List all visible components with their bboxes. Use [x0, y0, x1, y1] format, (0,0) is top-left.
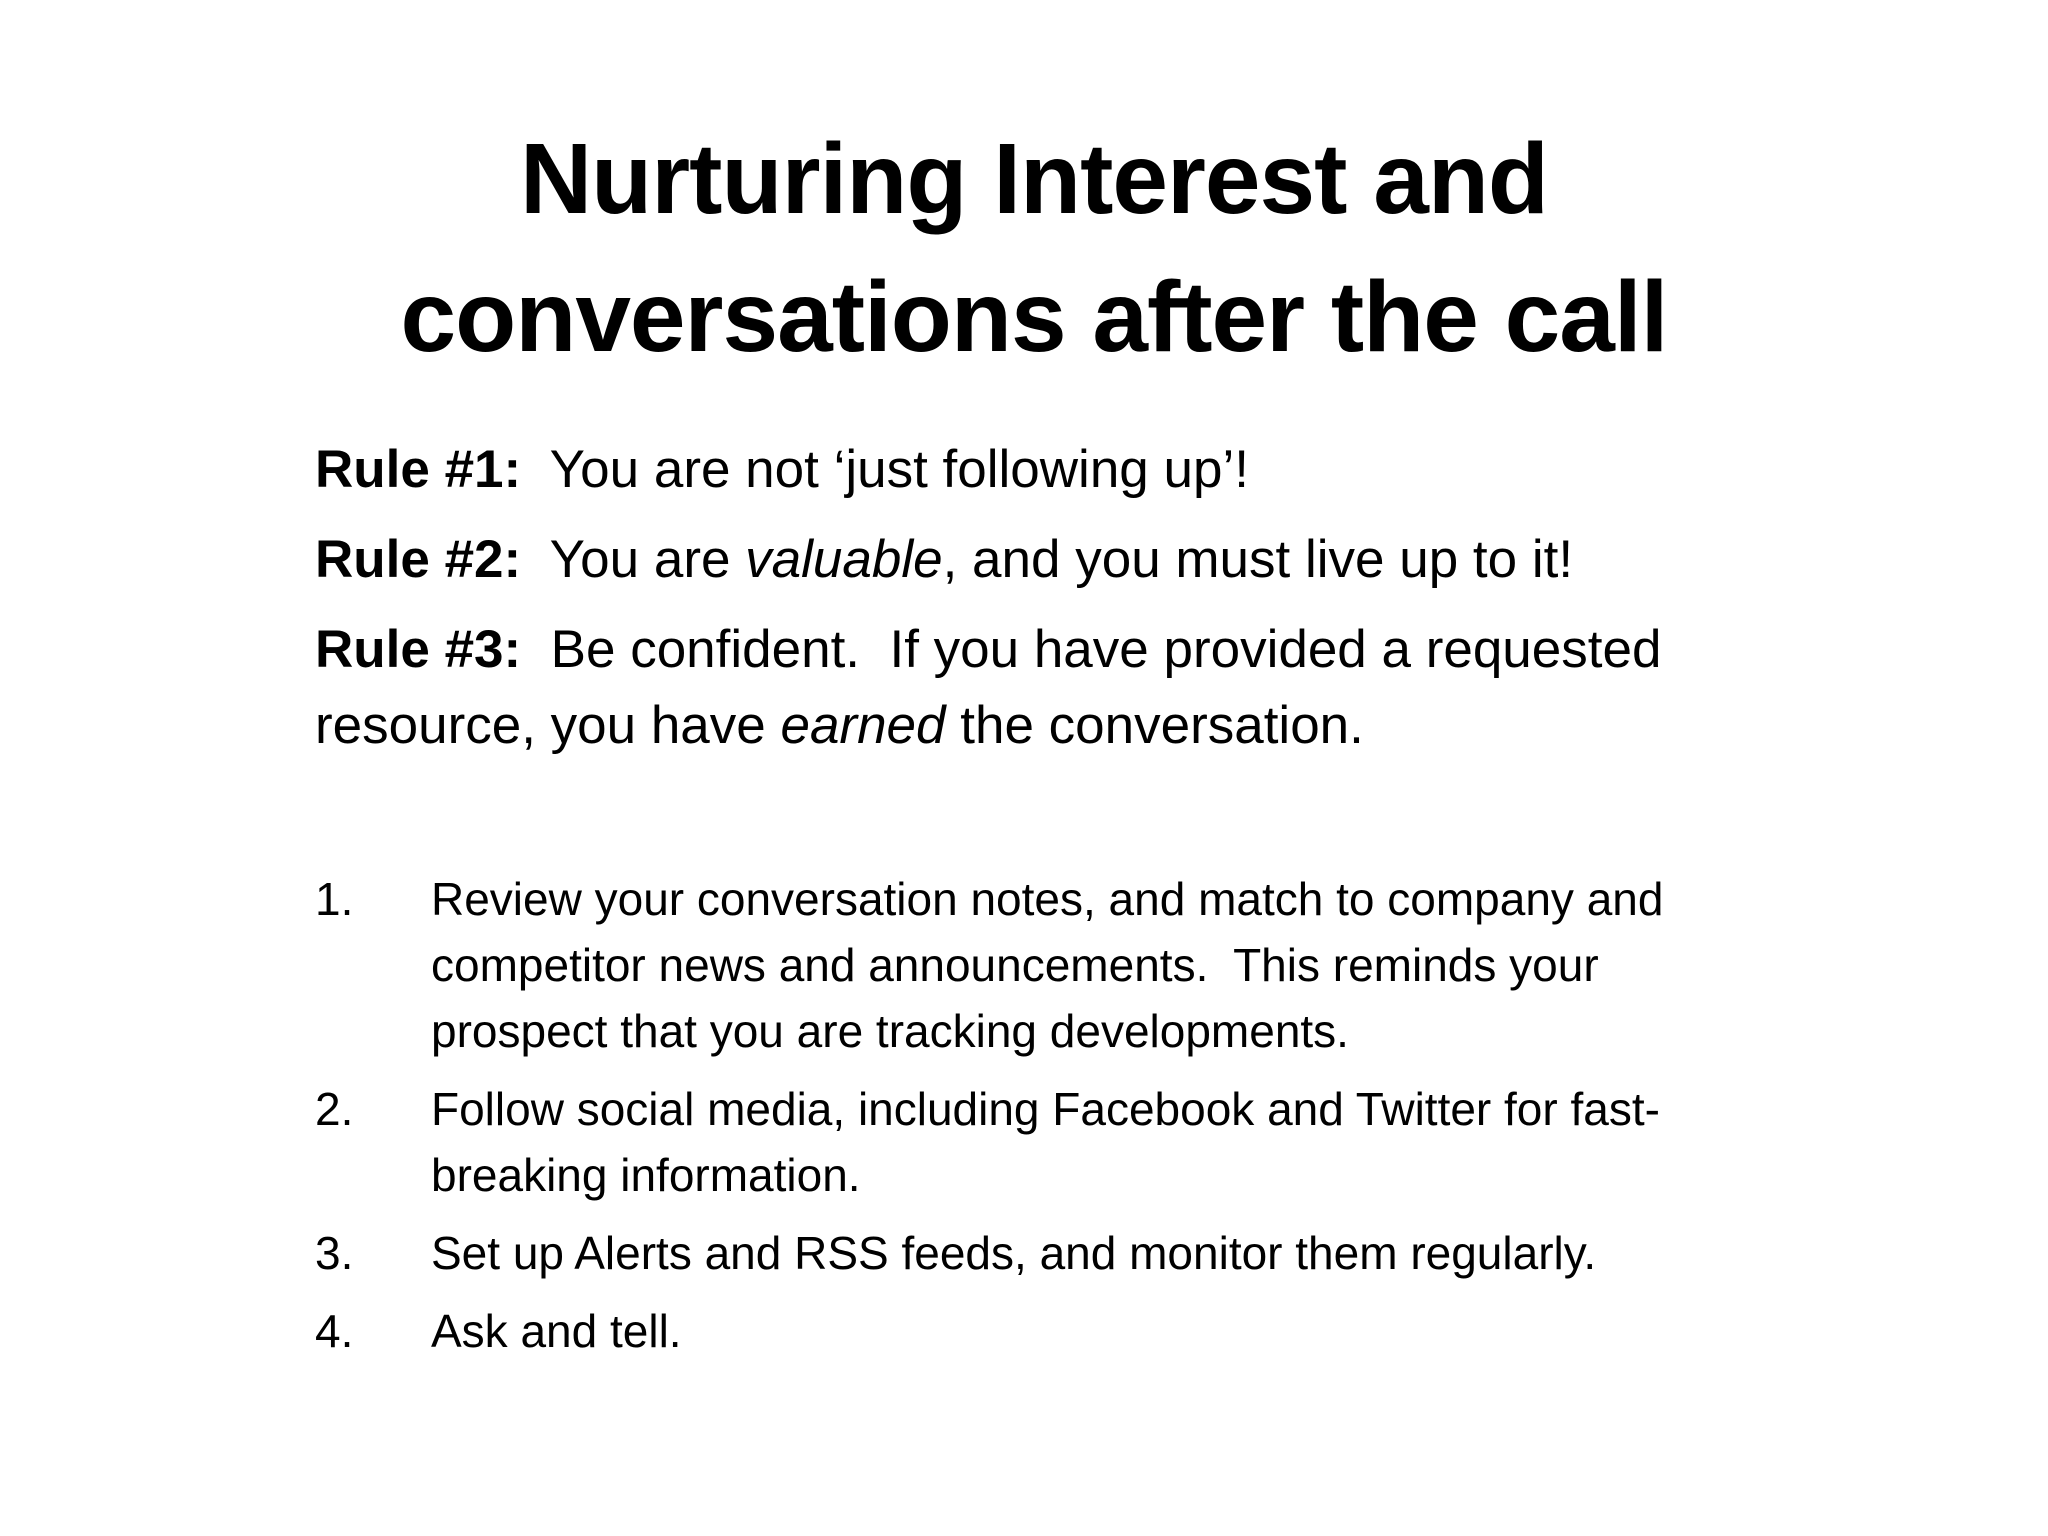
list-item — [315, 1220, 1775, 1286]
rule-2-text-after: , and you must live up to it! — [942, 530, 1574, 589]
list-item-text: Follow social media, including Facebook and Twitter for fast-breaking information. — [431, 1083, 1660, 1201]
rule-3-text-before: Be confident. If you have provided a requested resource, you have — [315, 620, 1677, 755]
slide-title — [224, 110, 1844, 386]
slide-title-line-2: conversations after the call — [400, 261, 1668, 373]
list-item — [315, 1076, 1775, 1208]
rule-1 — [315, 432, 1775, 508]
rule-3-emphasis: earned — [780, 696, 946, 755]
list-item — [315, 1298, 1775, 1364]
list-item-text: Set up Alerts and RSS feeds, and monitor them regularly. — [431, 1227, 1597, 1279]
rule-1-text: You are not ‘just following up’! — [521, 440, 1249, 499]
steps-list — [315, 866, 1775, 1376]
list-item-number: 1. — [315, 873, 354, 925]
rule-3-text-after: the conversation. — [945, 696, 1364, 755]
rule-2-label: Rule #2: — [315, 530, 522, 589]
rule-3-label: Rule #3: — [315, 620, 522, 679]
rule-2-text-before: You are — [521, 530, 746, 589]
list-item — [315, 866, 1775, 1064]
rule-2 — [315, 522, 1775, 598]
rule-2-emphasis: valuable — [745, 530, 943, 589]
list-item-text: Ask and tell. — [431, 1305, 682, 1357]
list-item-number: 2. — [315, 1083, 354, 1135]
rule-3 — [315, 612, 1775, 764]
list-item-number: 4. — [315, 1305, 354, 1357]
list-item-text: Review your conversation notes, and match to company and competitor news and announcements. This reminds your prospect that you are tracking developments. — [431, 873, 1677, 1057]
rule-1-label: Rule #1: — [315, 440, 522, 499]
list-item-number: 3. — [315, 1227, 354, 1279]
rules-list — [315, 432, 1775, 778]
slide-title-line-1: Nurturing Interest and — [519, 123, 1549, 235]
